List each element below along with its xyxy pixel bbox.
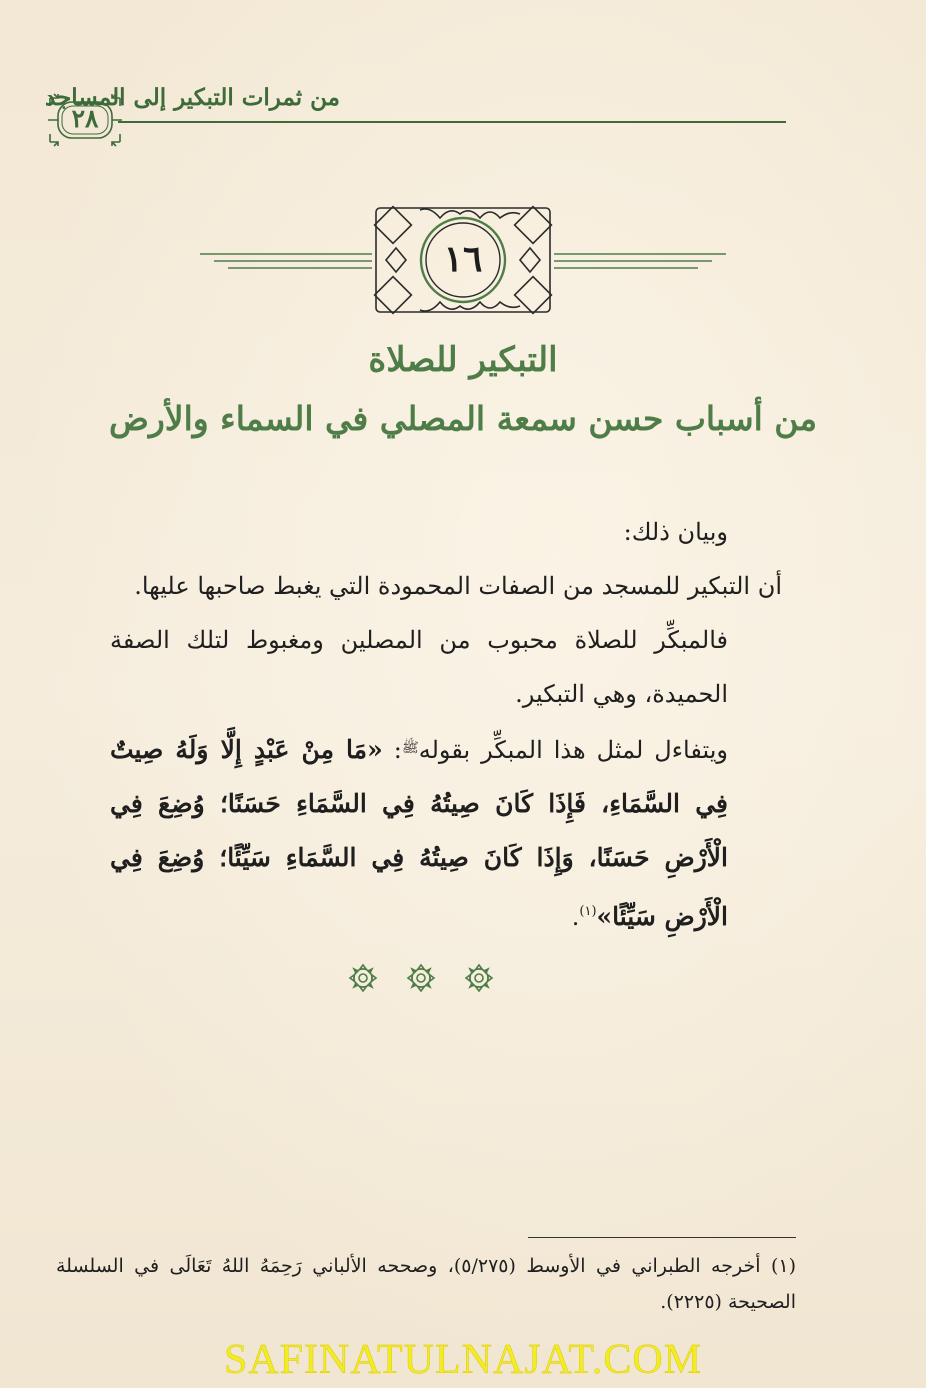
chapter-title: التبكير للصلاة bbox=[368, 340, 558, 380]
paragraph: أن التبكير للمسجد من الصفات المحمودة التي يغبط صاحبها عليها. bbox=[134, 572, 782, 600]
hadith-quote: «مَا مِنْ عَبْدٍ إِلَّا وَلَهُ صِيتٌ فِي السَّمَاءِ، فَإِذَا كَانَ صِيتُهُ فِي السَّمَاءِ حَسَنًا؛ وُضِعَ فِي الْأَرْضِ حَسَنًا، وَإِذَا كَانَ صِيتُهُ فِي السَّمَاءِ سَيِّئًا؛ وُضِعَ فِي الْأَرْضِ سَيِّئًا» bbox=[110, 735, 728, 931]
rosette-icon bbox=[343, 963, 499, 993]
chapter-subtitle: من أسباب حسن سمعة المصلي في السماء والأرض bbox=[108, 399, 818, 438]
hadith-lead: ويتفاءل لمثل هذا المبكِّر بقوله bbox=[418, 736, 728, 764]
page-number: ٢٨ bbox=[71, 104, 99, 133]
footnote-reference[interactable]: (١) bbox=[579, 904, 597, 919]
hadith-colon: : bbox=[393, 736, 402, 764]
footnote-mark: (١) bbox=[770, 1255, 796, 1277]
paragraph-end: . bbox=[571, 903, 580, 931]
chapter-number: ١٦ bbox=[443, 238, 483, 280]
salawat-glyph: ﷺ bbox=[401, 740, 419, 756]
footnote-text: أخرجه الطبراني في الأوسط (٥/٢٧٥)، وصححه الألباني رَحِمَهُ اللهُ تَعَالَى في السلسلة الصحيحة (٢٢٢٥). bbox=[56, 1255, 796, 1313]
footnote bbox=[56, 1248, 796, 1320]
running-title: من ثمرات التبكير إلى المساجد bbox=[45, 84, 340, 111]
intro-line: وبيان ذلك: bbox=[623, 518, 728, 546]
hadith-paragraph bbox=[110, 721, 790, 944]
paragraph: فالمبكِّر للصلاة محبوب من المصلين ومغبوط لتلك الصفة الحميدة، وهي التبكير. bbox=[110, 626, 728, 708]
body-text bbox=[110, 505, 790, 944]
footnote-rule bbox=[528, 1237, 796, 1238]
watermark: SAFINATULNAJAT.COM bbox=[223, 1337, 703, 1383]
header-rule bbox=[118, 121, 786, 123]
